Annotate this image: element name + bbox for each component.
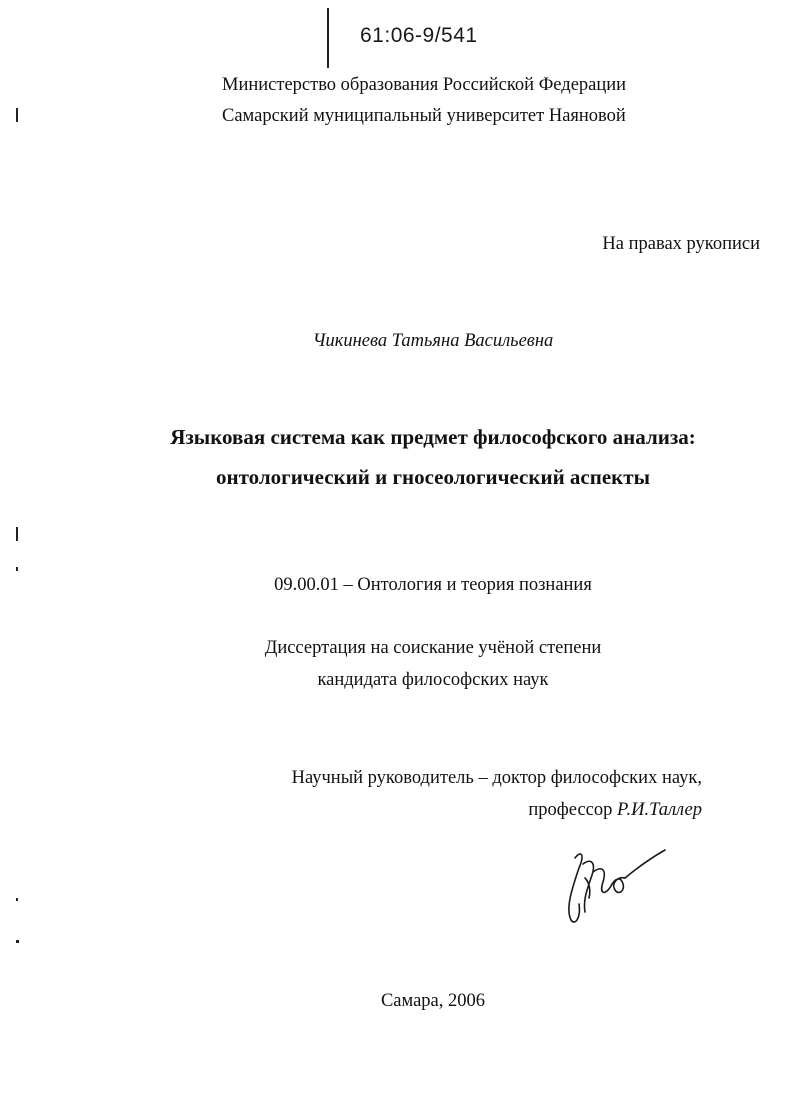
scan-artifact-mark [16, 898, 18, 901]
catalog-number: 61:06-9/541 [360, 24, 478, 47]
scan-artifact-mark [16, 940, 19, 943]
scan-artifact-mark [16, 108, 18, 122]
supervisor-line-2 [528, 800, 702, 821]
university-name: Самарский муниципальный университет Наяновой [222, 106, 626, 126]
supervisor-title: профессор [528, 800, 613, 820]
specialty-code: 09.00.01 – Онтология и теория познания [274, 575, 592, 595]
degree-line-1: Диссертация на соискание учёной степени [264, 638, 602, 658]
city-year: Самара, 2006 [380, 991, 486, 1011]
dissertation-title-line-2: онтологический и гносеологический аспекты [216, 465, 650, 489]
signature-image [555, 838, 675, 928]
supervisor-line-1: Научный руководитель – доктор философских наук, [291, 768, 702, 788]
ministry-name: Министерство образования Российской Федерации [222, 75, 627, 95]
supervisor-name: Р.И.Таллер [617, 800, 702, 820]
degree-line-2: кандидата философских наук [317, 670, 549, 690]
dissertation-title-line-1: Языковая система как предмет философского анализа: [170, 425, 696, 449]
manuscript-rights-note: На правах рукописи [602, 234, 760, 254]
scan-artifact-mark [16, 527, 18, 541]
author-name: Чикинева Татьяна Васильевна [312, 331, 554, 351]
scan-artifact-mark [16, 567, 18, 571]
stamp-divider-line [327, 8, 329, 68]
